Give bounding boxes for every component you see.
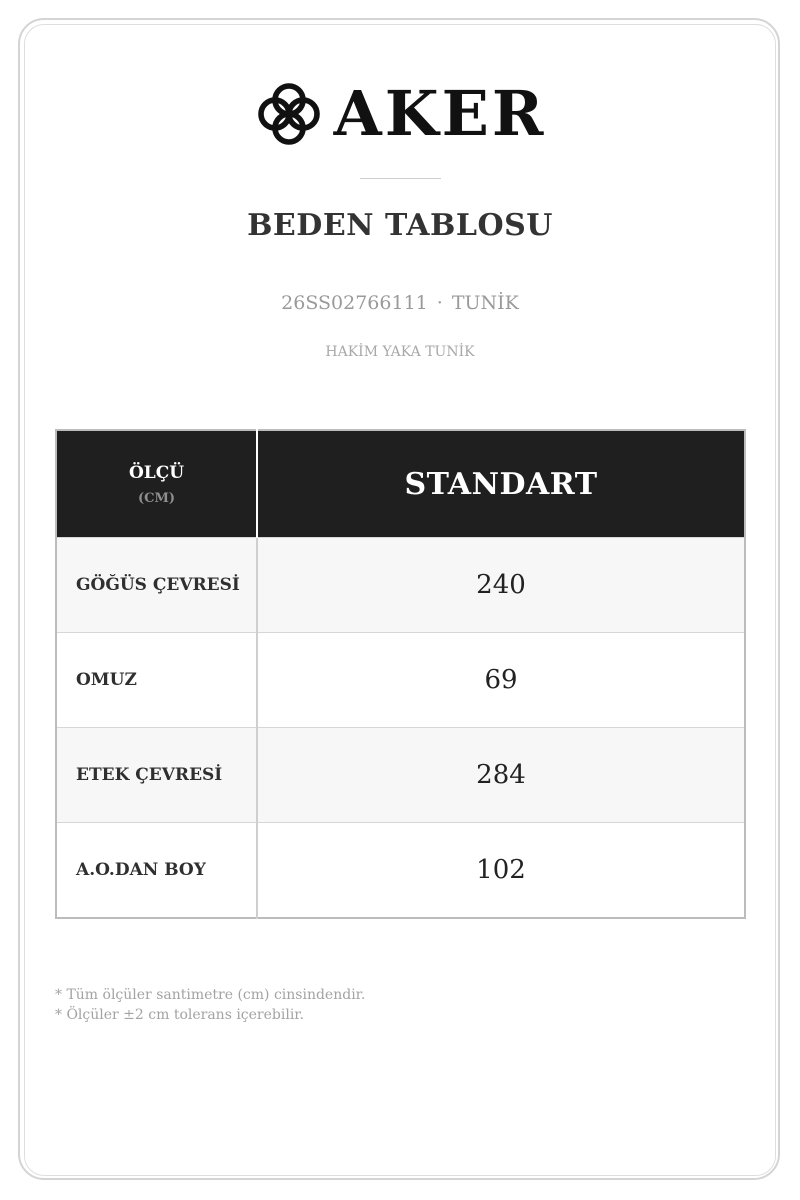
row-label: GÖĞÜS ÇEVRESİ	[56, 538, 257, 633]
header-divider	[360, 178, 441, 179]
page-title: BEDEN TABLOSU	[247, 208, 553, 243]
row-value: 240	[257, 538, 745, 633]
product-code-line	[0, 292, 800, 314]
row-value: 102	[257, 823, 745, 919]
product-code: 26SS02766111	[281, 292, 428, 314]
interlaced-knot-icon	[254, 79, 324, 149]
product-category: TUNİK	[451, 292, 519, 314]
measurement-header	[56, 430, 257, 538]
row-label: OMUZ	[56, 633, 257, 728]
size-table	[55, 429, 746, 919]
row-value: 284	[257, 728, 745, 823]
table-row	[56, 728, 745, 823]
table-row	[56, 633, 745, 728]
footnote-units: * Tüm ölçüler santimetre (cm) cinsindendir.	[55, 987, 366, 1003]
measurement-unit: (CM)	[137, 490, 176, 506]
table-row	[56, 823, 745, 919]
footnote-tolerance: * Ölçüler ±2 cm tolerans içerebilir.	[55, 1007, 304, 1023]
measurement-header-label: ÖLÇÜ	[128, 462, 185, 483]
table-row	[56, 538, 745, 633]
table-header-row	[56, 430, 745, 538]
brand-logo	[0, 74, 800, 154]
row-label: A.O.DAN BOY	[56, 823, 257, 919]
row-label: ETEK ÇEVRESİ	[56, 728, 257, 823]
size-header	[257, 430, 745, 538]
product-name: HAKİM YAKA TUNİK	[325, 344, 475, 360]
separator-dot: ·	[436, 292, 443, 314]
size-header-label: STANDART	[404, 466, 598, 502]
brand-name: AKER	[333, 77, 547, 150]
row-value: 69	[257, 633, 745, 728]
footnotes	[55, 985, 365, 1025]
